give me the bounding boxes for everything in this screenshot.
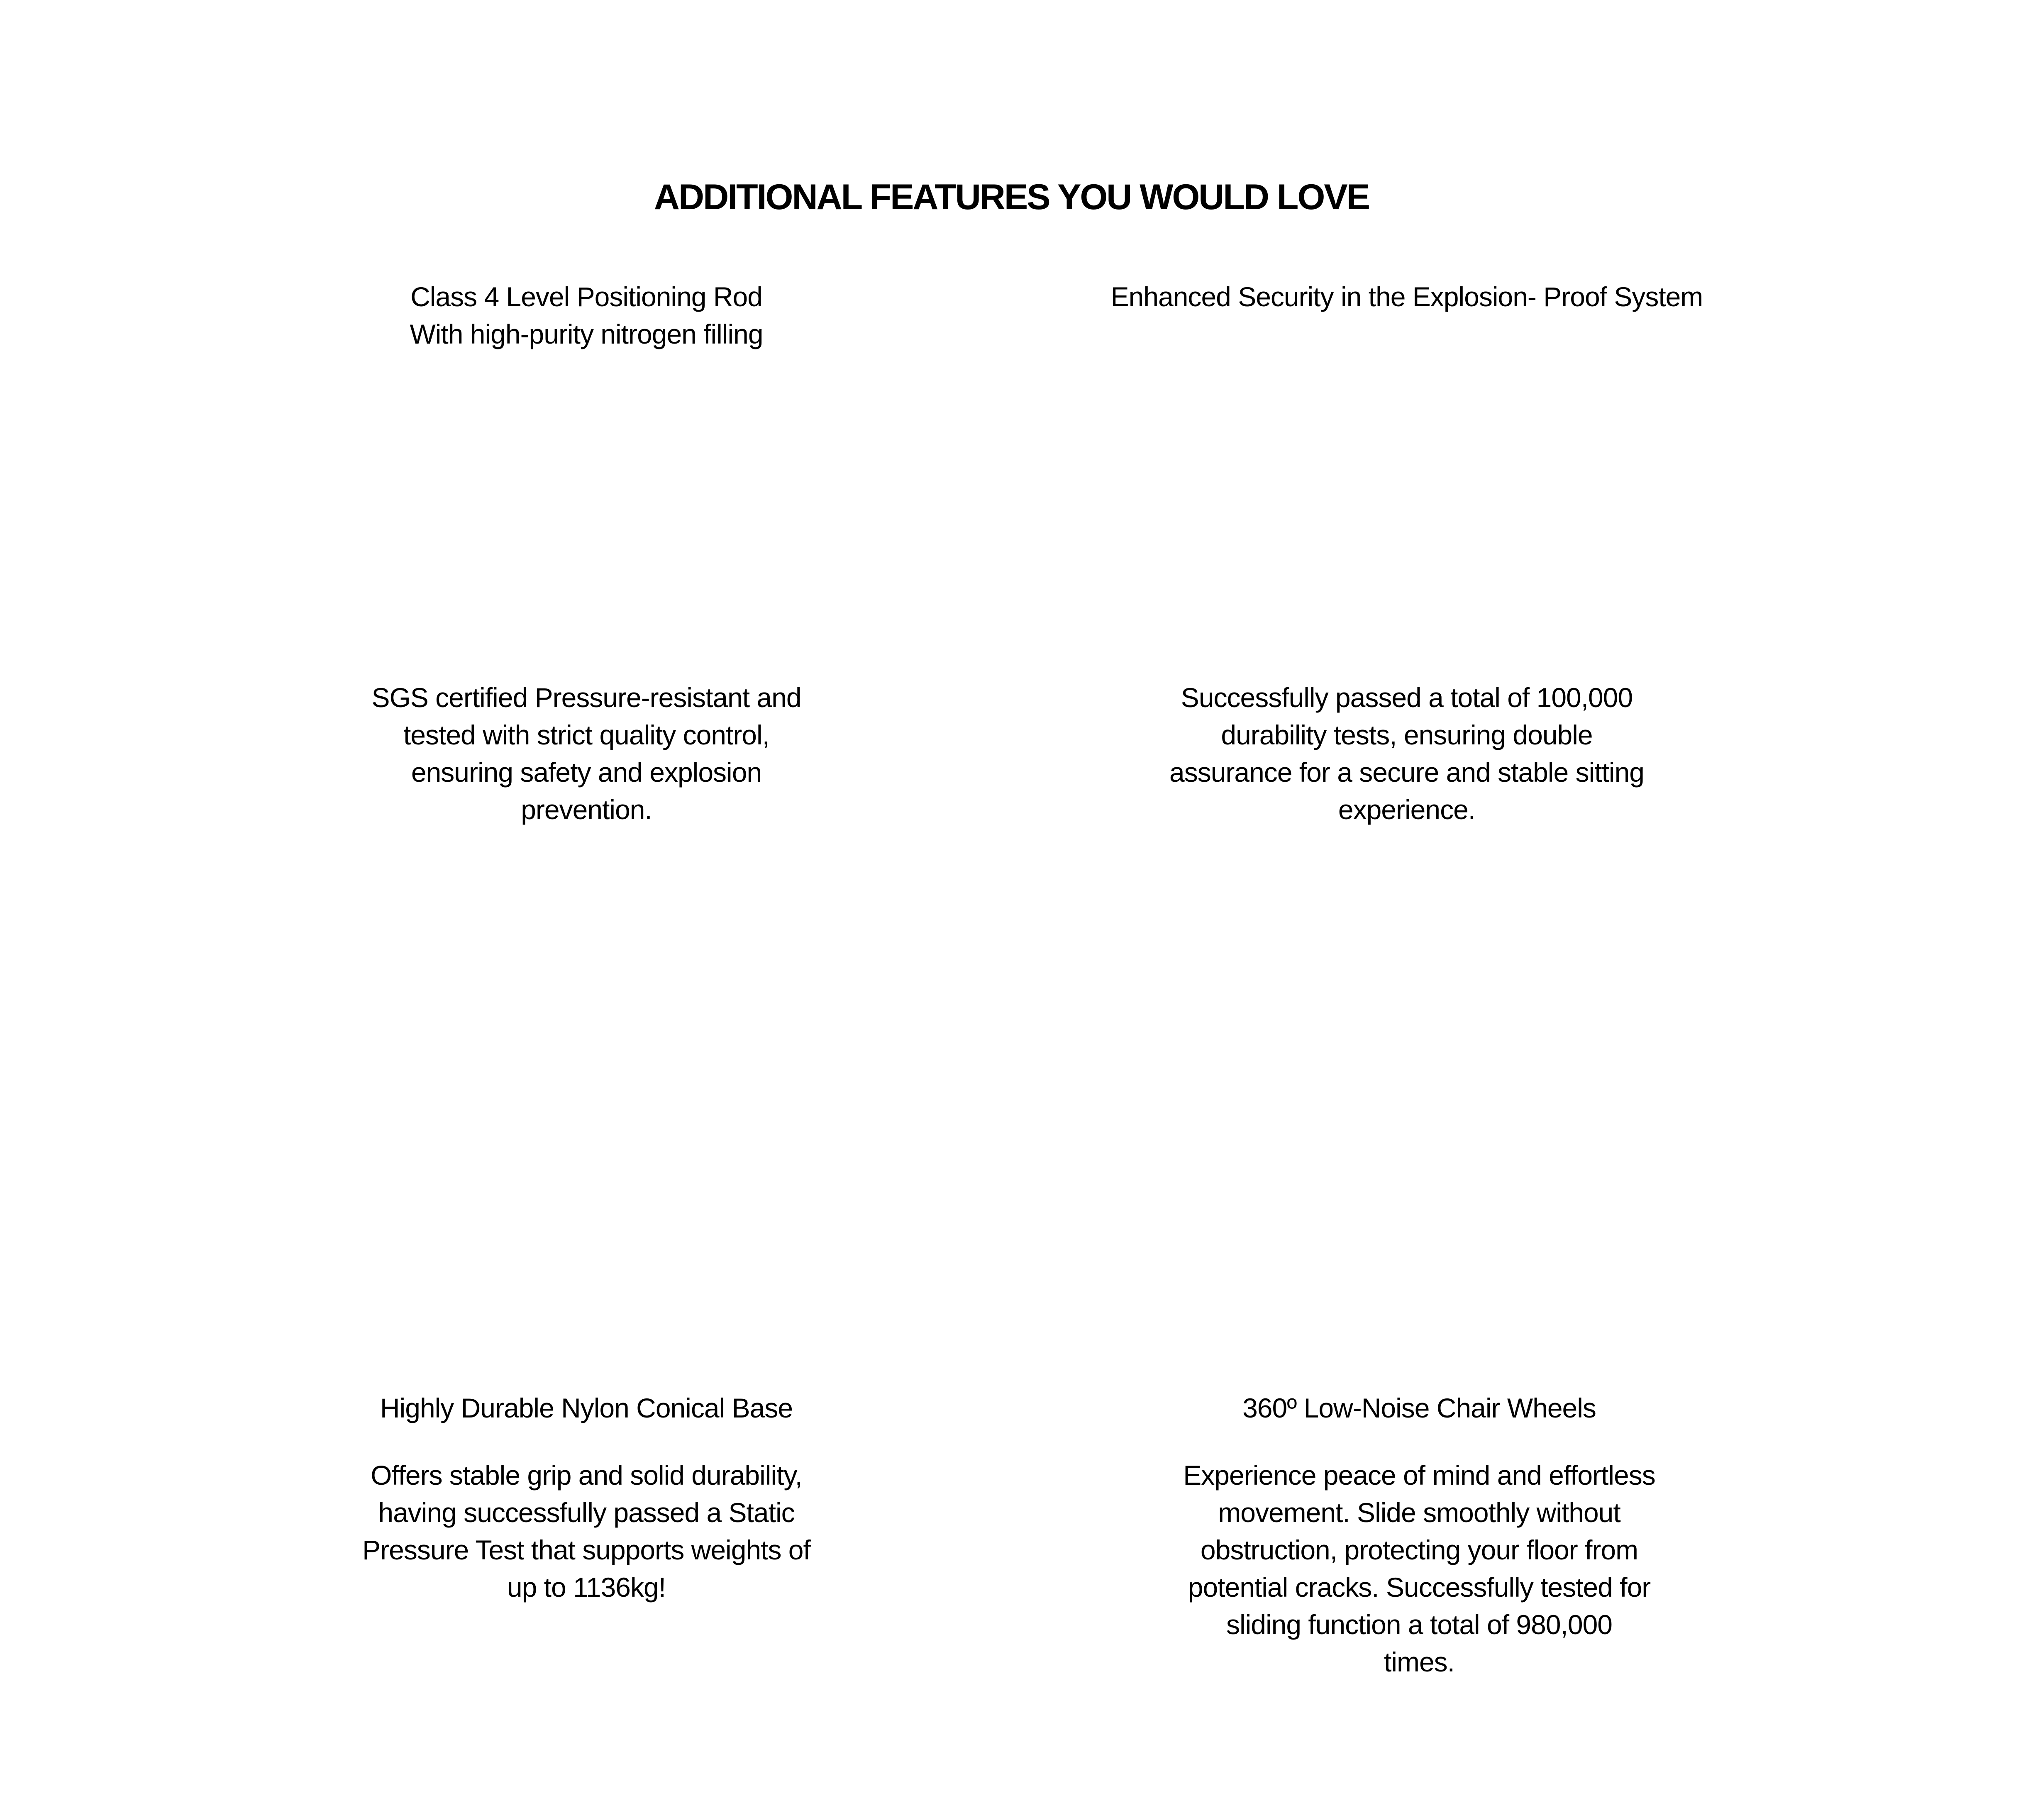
feature-1-title-line: Class 4 Level Positioning Rod [410,281,762,312]
feature-4-description-line: times. [1384,1647,1455,1677]
feature-4-description [1149,1456,1689,1681]
feature-2-title [1054,278,1759,315]
feature-3-description-line: Pressure Test that supports weights of [362,1535,810,1565]
feature-2-description-line: experience. [1338,794,1476,825]
page-title: ADDITIONAL FEATURES YOU WOULD LOVE [654,177,1369,217]
feature-1-title-line: With high-purity nitrogen filling [410,319,763,349]
feature-3-description-line: Offers stable grip and solid durability, [371,1460,802,1491]
feature-4-description-line: potential cracks. Successfully tested for [1188,1572,1651,1603]
feature-3-description-line: up to 1136kg! [507,1572,666,1603]
feature-1-description-line: ensuring safety and explosion [411,757,762,788]
feature-1-description [358,679,815,828]
feature-2-description-line: Successfully passed a total of 100,000 [1181,682,1633,713]
feature-3-description-line: having successfully passed a Static [378,1497,795,1528]
feature-3-title [358,1389,815,1427]
feature-3-title-line: Highly Durable Nylon Conical Base [380,1393,793,1423]
feature-2-title-line: Enhanced Security in the Explosion- Proof System [1110,281,1703,312]
feature-1-description-line: prevention. [521,794,652,825]
feature-4-description-line: Experience peace of mind and effortless [1183,1460,1655,1491]
feature-2-description-line: durability tests, ensuring double [1221,720,1593,750]
feature-4-description-line: sliding function a total of 980,000 [1226,1609,1613,1640]
feature-4-description-line: movement. Slide smoothly without [1218,1497,1620,1528]
feature-1-title [358,278,815,353]
feature-4-title [1149,1389,1689,1427]
feature-3-description [358,1456,815,1606]
feature-2-description [1137,679,1676,828]
feature-2-description-line: assurance for a secure and stable sitting [1169,757,1644,788]
feature-1-description-line: tested with strict quality control, [403,720,770,750]
feature-4-description-line: obstruction, protecting your floor from [1200,1535,1638,1565]
feature-4-title-line: 360º Low-Noise Chair Wheels [1242,1393,1596,1423]
feature-1-description-line: SGS certified Pressure-resistant and [371,682,801,713]
